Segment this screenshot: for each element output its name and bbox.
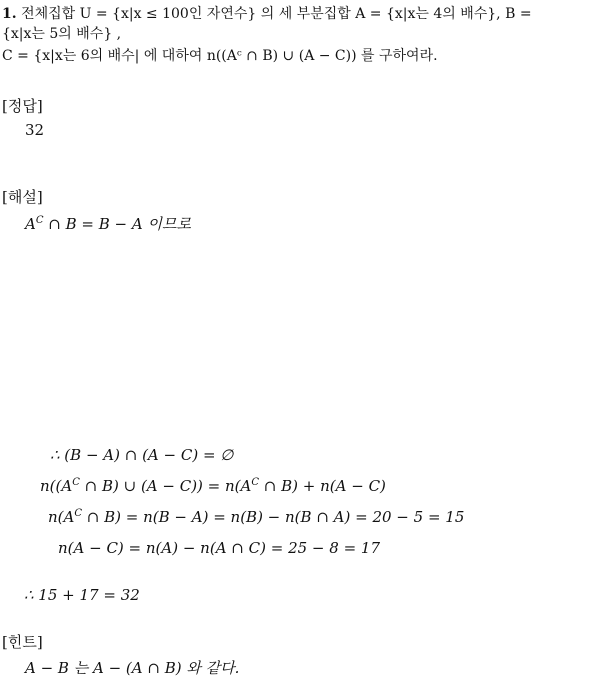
equation-3 (48, 508, 464, 526)
explanation-label: [해설] (2, 188, 43, 206)
problem-number: 1. (2, 6, 17, 22)
problem-text-2: {x|x는 5의 배수} , (2, 26, 122, 42)
intro-sup: C (35, 215, 44, 226)
eq3-sup: C (74, 508, 83, 519)
problem-line-2 (2, 25, 121, 43)
equation-1: ∴ (B − A) ∩ (A − C) = ∅ (50, 446, 234, 464)
equation-4: n(A − C) = n(A) − n(A ∩ C) = 25 − 8 = 17 (58, 539, 380, 557)
eq2-part-a: n((A (40, 477, 73, 495)
eq3-part-a: n(A (48, 508, 75, 526)
hint-label: [힌트] (2, 633, 43, 651)
problem-line-3 (2, 47, 438, 65)
conclusion: ∴ 15 + 17 = 32 (24, 586, 140, 604)
eq2-part-c: ∩ B) + n(A − C) (259, 477, 386, 495)
explanation-intro (25, 213, 191, 234)
eq2-sup-1: C (72, 477, 80, 488)
problem-line-1 (2, 5, 532, 23)
problem-text-1: 전체집합 U = {x|x ≤ 100인 자연수} 의 세 부분집합 A = {x|x는 4의 배수}, B = (21, 6, 532, 22)
eq3-part-b: ∩ B) = n(B − A) = n(B) − n(B ∩ A) = 20 − 5 = 15 (82, 508, 465, 526)
equation-2 (40, 477, 386, 495)
problem-text-3: C = {x|x는 6의 배수| 에 대하여 n((Aᶜ ∩ B) ∪ (A − C)) 를 구하여라. (2, 48, 438, 64)
answer-label: [정답] (2, 97, 43, 115)
answer-value: 32 (25, 121, 45, 139)
eq2-part-b: ∩ B) ∪ (A − C)) = n(A (79, 477, 252, 495)
eq2-sup-2: C (251, 477, 260, 488)
hint-text: A − B 는 A − (A ∩ B) 와 같다. (25, 659, 240, 677)
intro-a: A (25, 215, 36, 233)
intro-rest: ∩ B = B − A 이므로 (43, 215, 191, 233)
